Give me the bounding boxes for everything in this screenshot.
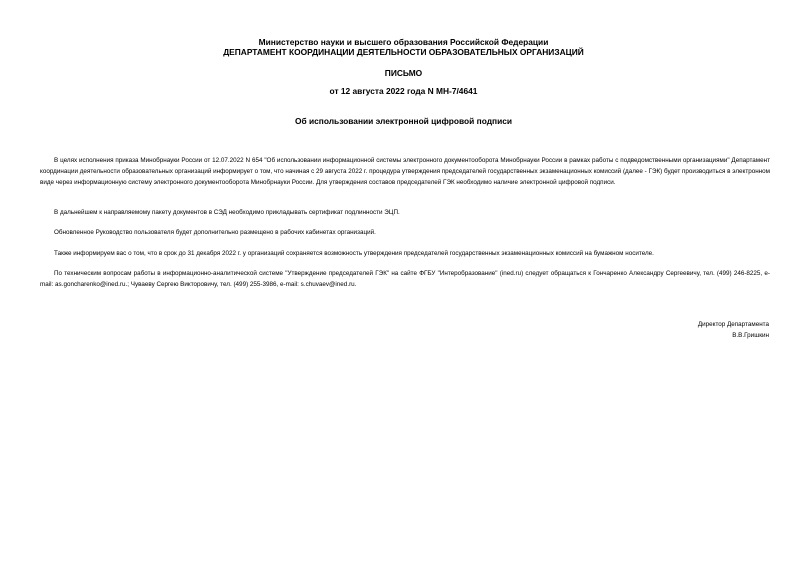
paragraph-user-guide: Обновленное Руководство пользователя будет дополнительно размещено в рабочих кабинетах организаций. xyxy=(54,229,376,236)
paragraph-order-reference: В целях исполнения приказа Минобрнауки России от 12.07.2022 N 654 "Об использовании информационной системы электронного документооборота Минобрнауки России в рамках работы с подведомственными организациями" Департамент координации деятельности образовательных организаций информирует о том, что начиная с 29 августа 2022 г. процедура утверждения председателей государственных экзаменационных комиссий (далее - ГЭК) будет производиться в электронном виде через информационную систему электронного документооборота Минобрнауки России. Для утверждения составов председателей ГЭК необходимо наличие электронной цифровой подписи. xyxy=(40,157,770,186)
department-name: ДЕПАРТАМЕНТ КООРДИНАЦИИ ДЕЯТЕЛЬНОСТИ ОБРАЗОВАТЕЛЬНЫХ ОРГАНИЗАЦИЙ xyxy=(223,47,584,57)
document-subject: Об использовании электронной цифровой подписи xyxy=(294,116,513,126)
document-type: ПИСЬМО xyxy=(384,68,423,78)
paragraph-paper-option: Также информируем вас о том, что в срок до 31 декабря 2022 г. у организаций сохраняется возможность утверждения председателей государственных экзаменационных комиссий на бумажном носителе. xyxy=(54,250,654,257)
signer-position: Директор Департамента xyxy=(697,321,769,328)
ministry-name: Министерство науки и высшего образования Российской Федерации xyxy=(258,37,549,47)
paragraph-certificate: В дальнейшем к направляемому пакету документов в СЭД необходимо прикладывать сертификат подлинности ЭЦП. xyxy=(54,209,400,216)
document-date-number: от 12 августа 2022 года N МН-7/4641 xyxy=(329,86,478,96)
signature-block xyxy=(698,320,769,342)
paragraph-technical-contacts: По техническим вопросам работы в информационно-аналитической системе "Утверждение председателей ГЭК" на сайте ФГБУ "Интеробразование" (ined.ru) следует обращаться к Гончаренко Александру Сергеевичу, тел. (499) 246-8225, e-mail: as.goncharenko@ined.ru.; Чуваеву Сергею Викторовичу, тел. (499) 255-3986, e-mail: s.chuvaev@ined.ru. xyxy=(40,270,770,288)
signer-name: В.В.Гришкин xyxy=(732,331,769,339)
